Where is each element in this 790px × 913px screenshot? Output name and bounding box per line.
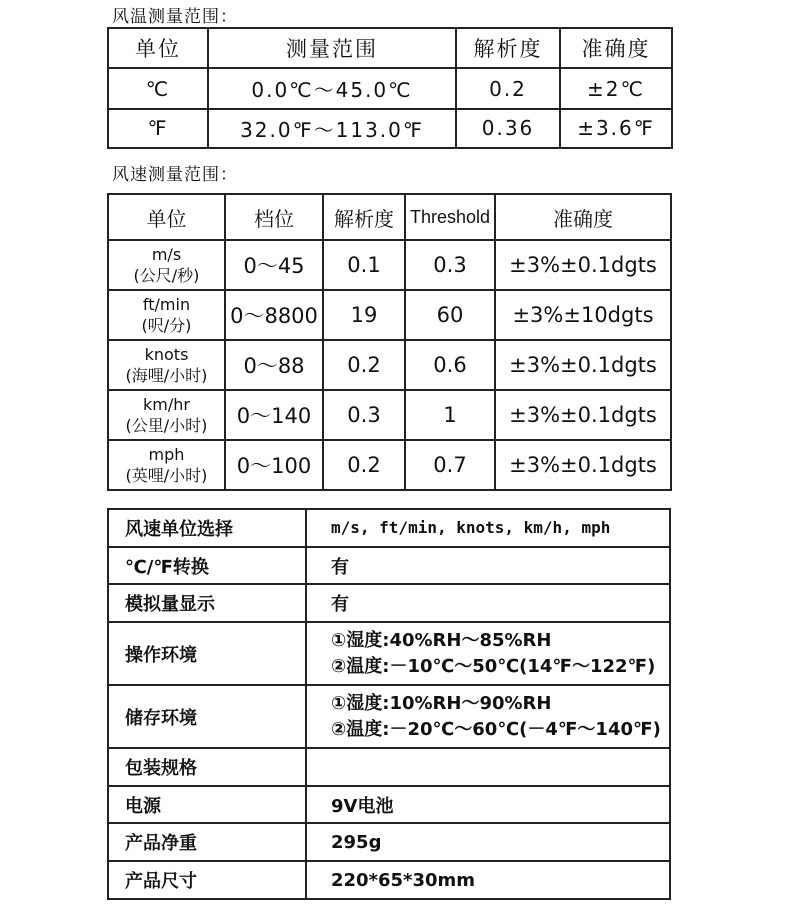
cell-resolution: 0.3 bbox=[323, 390, 405, 440]
cell-accuracy: ±3%±0.1dgts bbox=[495, 240, 671, 290]
spec-value bbox=[306, 685, 670, 748]
spec-label: 操作环境 bbox=[108, 622, 306, 685]
spec-table bbox=[107, 508, 671, 900]
unit-cn: (海哩/小时) bbox=[125, 366, 208, 385]
table-header-row bbox=[108, 194, 671, 240]
cell-resolution: 0.1 bbox=[323, 240, 405, 290]
cell-unit bbox=[108, 440, 225, 490]
table-row bbox=[108, 290, 671, 340]
header-range: 测量范围 bbox=[208, 28, 456, 68]
cell-range: 32.0℉～113.0℉ bbox=[208, 109, 456, 148]
cell-range: 0～100 bbox=[225, 440, 323, 490]
spec-row-unit-select bbox=[108, 509, 670, 547]
unit-cn: (英哩/小时) bbox=[125, 466, 208, 485]
wind-caption: 风速测量范围： bbox=[112, 165, 238, 185]
cell-unit: ℃ bbox=[108, 68, 208, 108]
unit-en: km/hr bbox=[143, 395, 190, 414]
unit-en: ft/min bbox=[142, 295, 191, 314]
header-unit: 单位 bbox=[108, 28, 208, 68]
spec-label: 产品尺寸 bbox=[108, 861, 306, 899]
spec-row-storage bbox=[108, 685, 670, 748]
cell-range: 0～8800 bbox=[225, 290, 323, 340]
header-threshold: Threshold bbox=[405, 194, 495, 240]
spec-value: 9V电池 bbox=[306, 786, 670, 824]
cell-resolution: 19 bbox=[323, 290, 405, 340]
humidity-line: ①湿度:40%RH～85%RH bbox=[331, 629, 552, 651]
header-accuracy: 准确度 bbox=[560, 28, 672, 68]
cell-threshold: 1 bbox=[405, 390, 495, 440]
spec-value bbox=[306, 748, 670, 786]
cell-accuracy: ±3.6℉ bbox=[560, 109, 672, 148]
spec-value: m/s, ft/min, knots, km/h, mph bbox=[306, 509, 670, 547]
unit-en: m/s bbox=[151, 245, 182, 264]
cell-threshold: 0.3 bbox=[405, 240, 495, 290]
spec-row-analog bbox=[108, 584, 670, 622]
temperature-line: ②温度:－10℃～50℃(14℉～122℉) bbox=[331, 655, 656, 677]
cell-accuracy: ±2℃ bbox=[560, 68, 672, 108]
spec-label: 模拟量显示 bbox=[108, 584, 306, 622]
header-range: 档位 bbox=[225, 194, 323, 240]
spec-label: 电源 bbox=[108, 786, 306, 824]
temperature-line: ②温度:－20℃～60℃(－4℉～140℉) bbox=[331, 718, 661, 740]
spec-row-power bbox=[108, 786, 670, 824]
header-accuracy: 准确度 bbox=[495, 194, 671, 240]
spec-value bbox=[306, 622, 670, 685]
cell-range: 0～88 bbox=[225, 340, 323, 390]
spec-label: 风速单位选择 bbox=[108, 509, 306, 547]
spec-value: 有 bbox=[306, 547, 670, 585]
header-unit: 单位 bbox=[108, 194, 225, 240]
cell-threshold: 60 bbox=[405, 290, 495, 340]
unit-cn: (呎/分) bbox=[141, 316, 192, 335]
spec-label: ℃/℉转换 bbox=[108, 547, 306, 585]
header-resolution: 解析度 bbox=[323, 194, 405, 240]
spec-value: 220*65*30mm bbox=[306, 861, 670, 899]
cell-threshold: 0.7 bbox=[405, 440, 495, 490]
table-row bbox=[108, 240, 671, 290]
spec-row-size bbox=[108, 861, 670, 899]
spec-row-operating bbox=[108, 622, 670, 685]
humidity-line: ①湿度:10%RH～90%RH bbox=[331, 692, 552, 714]
spec-value: 有 bbox=[306, 584, 670, 622]
cell-range: 0.0℃～45.0℃ bbox=[208, 68, 456, 108]
spec-label: 储存环境 bbox=[108, 685, 306, 748]
table-row bbox=[108, 440, 671, 490]
cell-unit: ℉ bbox=[108, 109, 208, 148]
spec-label: 包装规格 bbox=[108, 748, 306, 786]
unit-cn: (公里/小时) bbox=[125, 416, 208, 435]
cell-resolution: 0.2 bbox=[323, 440, 405, 490]
spec-label: 产品净重 bbox=[108, 823, 306, 861]
cell-unit bbox=[108, 390, 225, 440]
table-row bbox=[108, 390, 671, 440]
unit-en: knots bbox=[144, 345, 189, 364]
cell-resolution: 0.36 bbox=[456, 109, 560, 148]
cell-accuracy: ±3%±0.1dgts bbox=[495, 390, 671, 440]
table-row bbox=[108, 68, 672, 108]
cell-unit bbox=[108, 290, 225, 340]
cell-range: 0～140 bbox=[225, 390, 323, 440]
spec-row-weight bbox=[108, 823, 670, 861]
cell-range: 0～45 bbox=[225, 240, 323, 290]
table-row bbox=[108, 340, 671, 390]
temp-caption: 风温测量范围： bbox=[112, 7, 238, 27]
table-row bbox=[108, 109, 672, 148]
cell-unit bbox=[108, 240, 225, 290]
cell-resolution: 0.2 bbox=[456, 68, 560, 108]
spec-row-packaging bbox=[108, 748, 670, 786]
spec-value: 295g bbox=[306, 823, 670, 861]
unit-en: mph bbox=[148, 445, 185, 464]
cell-unit bbox=[108, 340, 225, 390]
unit-cn: (公尺/秒) bbox=[133, 266, 200, 285]
cell-accuracy: ±3%±10dgts bbox=[495, 290, 671, 340]
table-header-row bbox=[108, 28, 672, 68]
header-resolution: 解析度 bbox=[456, 28, 560, 68]
wind-range-table bbox=[107, 193, 672, 491]
cell-accuracy: ±3%±0.1dgts bbox=[495, 340, 671, 390]
cell-threshold: 0.6 bbox=[405, 340, 495, 390]
cell-accuracy: ±3%±0.1dgts bbox=[495, 440, 671, 490]
temp-range-table bbox=[107, 27, 673, 149]
spec-row-temp-switch bbox=[108, 547, 670, 585]
cell-resolution: 0.2 bbox=[323, 340, 405, 390]
